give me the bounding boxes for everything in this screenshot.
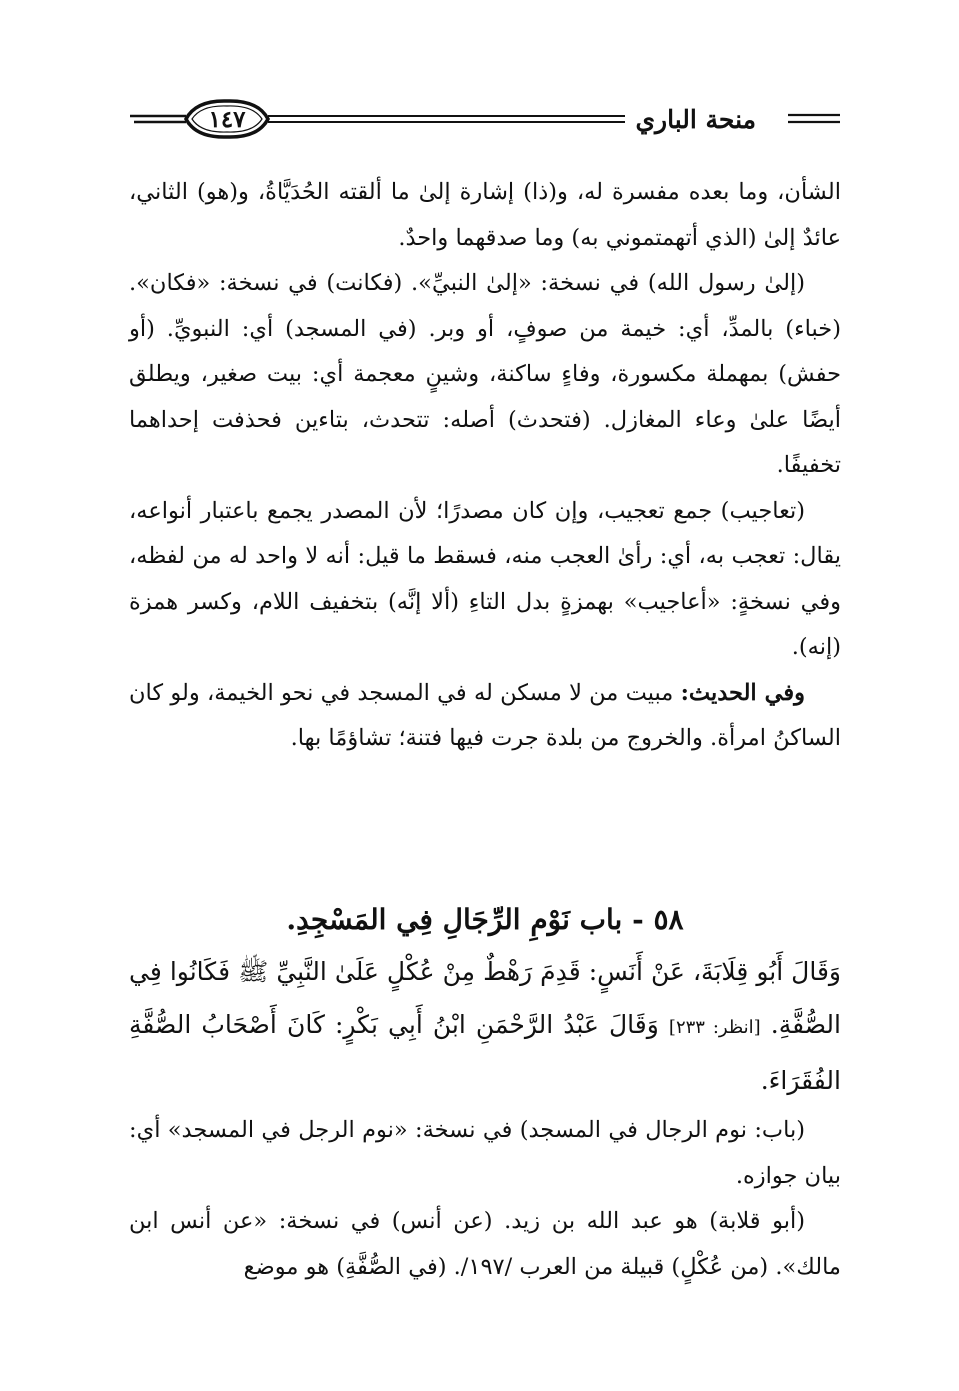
matn-part-1: وَقَالَ أَبُو قِلَابَةَ، عَنْ أَنَسٍ: قَدِمَ رَهْطٌ مِنْ عُكْلٍ عَلَىٰ النَّبِيِّ ﷺ فَكَانُوا فِي الصُّفَّةِ. — [129, 957, 841, 1039]
hadith-note-label: وفي الحديث: — [680, 679, 805, 706]
paragraph: (تعاجيب) جمع تعجيب، وإن كان مصدرًا؛ لأن المصدر يجمع باعتبار أنواعه، يقال: تعجب به، أي: رأىٰ العجب منه، فسقط ما قيل: أنه لا واحد له من لفظه، وفي نسخةٍ: «أعاجيب» بهمزةٍ بدل التاءِ (ألا إنَّه) بتخفيف اللام، وكسر همزة (إنه). — [129, 497, 841, 660]
page-number: ١٤٧ — [208, 106, 246, 133]
commentary-paragraph: (أبو قلابة) هو عبد الله بن زيد. (عن أنس) في نسخة: «عن أنس ابن مالك». (من عُكْلٍ) قبيلة من العرب /١٩٧/. (في الصُّفَّةِ) هو موضع — [129, 1208, 841, 1280]
chapter-matn — [129, 945, 841, 1107]
book-title: منحة الباري — [625, 104, 766, 136]
chapter-section — [129, 895, 841, 1107]
hadith-note-text: مبيت من لا مسكن له في المسجد في نحو الخيمة، ولو كان الساكنُ امرأة. والخروج من بلدة جرت فيها فتنة؛ تشاؤمًا بها. — [129, 679, 841, 751]
cross-reference: [انظر: ٢٣٣] — [668, 1017, 761, 1038]
paragraph: الشأن، وما بعده مفسرة له، و(ذا) إشارة إلىٰ ما ألقته الحُدَيَّاةُ، و(هو) الثاني، عائدٌ إلىٰ (الذي أتهمتموني به) وما صدقهما واحدٌ. — [129, 179, 841, 251]
chapter-commentary — [129, 1108, 841, 1290]
commentary-paragraph: (باب: نوم الرجال في المسجد) في نسخة: «نوم الرجل في المسجد» أي: بيان جوازه. — [129, 1117, 841, 1189]
running-header — [128, 92, 840, 150]
main-text — [129, 170, 841, 762]
chapter-title: ٥٨ - باب نَوْمِ الرِّجَالِ فِي المَسْجِدِ. — [286, 903, 684, 936]
paragraph: (إلىٰ رسول الله) في نسخة: «إلىٰ النبيِّ». (فكانت) في نسخة: «فكان». (خباء) بالمدِّ، أي: خيمة من صوفٍ، أو وبر. (في المسجد) أي: النبويِّ. (أو حفش) بمهملة مكسورة، وفاءٍ ساكنة، وشينٍ معجمة أي: بيت صغير، ويطلق أيضًا علىٰ وعاء المغازل. (فتحدث) أصله: تتحدث، بتاءين فحذفت إحداهما تخفيفًا. — [129, 270, 841, 478]
matn-part-2: وَقَالَ عَبْدُ الرَّحْمَنِ ابْنُ أَبِي بَكْرٍ: كَانَ أَصْحَابُ الصُّفَّةِ الفُقَرَاءَ. — [129, 1010, 841, 1095]
hadith-benefit-paragraph — [129, 671, 841, 762]
